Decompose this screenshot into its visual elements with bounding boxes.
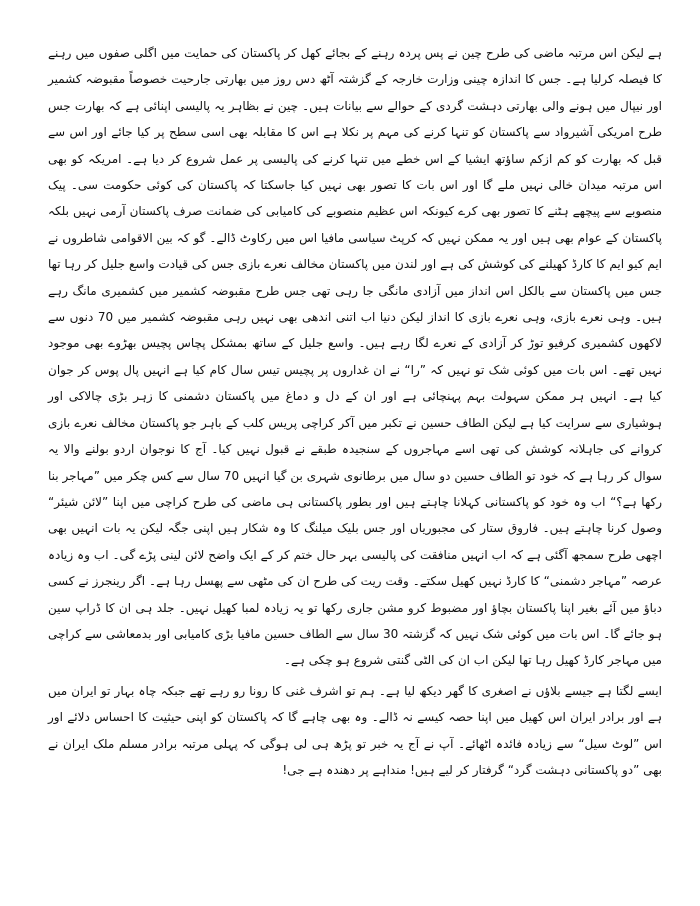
article-paragraph-1: ہے لیکن اس مرتبہ ماضی کی طرح چین نے پس پردہ رہنے کے بجائے کھل کر پاکستان کی حمایت میں اگلی صفوں میں رہنے کا فیصلہ کرلیا ہے۔ جس کا اندازہ چینی وزارت خارجہ کے گزشتہ آٹھ دس روز میں بھارتی جارحیت خصوصاً مقبوضہ کشمیر اور نیپال میں ہونے والی بھارتی دہشت گردی کے حوالے سے بیانات ہیں۔ چین نے بظاہر یہ پالیسی اپنائی ہے کہ بھارت جس طرح امریکی آشیرواد سے پاکستان کو تنہا کرنے کی مہم پر نکلا ہے اس کا مقابلہ بھی اسی سطح پر کیا جائے اور اس سے قبل کہ بھارت کو کم ازکم ساؤتھ ایشیا کے اس خطے میں تنہا کرنے کی پالیسی پر عمل شروع کر دیا ہے۔ امریکہ کو بھی اس مرتبہ میدان خالی نہیں ملے گا اور اس بات کا تصور بھی نہیں کیا جاسکتا کہ پاکستان کی کوئی حکومت سی۔ پیک منصوبے سے پیچھے ہٹنے کا تصور بھی کرے کیونکہ اس عظیم منصوبے کی کامیابی کی ضمانت صرف پاکستان آرمی نہیں بلکہ پاکستان کے عوام بھی ہیں اور یہ ممکن نہیں کہ کرپٹ سیاسی مافیا اس میں رکاوٹ ڈالے۔ گو کہ بین الاقوامی شاطروں نے ایم کیو ایم کا کارڈ کھیلنے کی کوشش کی ہے اور لندن میں پاکستان مخالف نعرے بازی جس کی قیادت واسع جلیل کر رہا تھا جس میں پاکستان سے بالکل اس انداز میں آزادی مانگی جا رہی تھی جس طرح مقبوضہ کشمیر میں کشمیری مانگ رہے ہیں۔ وہی نعرے بازی، وہی نعرے بازی کا انداز لیکن دنیا اب اتنی اندھی بھی نہیں رہی مقبوضہ کشمیر میں 70 دنوں سے لاکھوں کشمیری کرفیو توڑ کر آزادی کے نعرے لگا رہے ہیں۔ واسع جلیل کے ساتھ بمشکل پچاس پچیس بھڑوے بھی موجود نہیں تھے۔ اس بات میں کوئی شک تو نہیں کہ ”را“ نے ان غداروں پر پچیس تیس سال کام کیا ہے انہیں پال پوس کر جوان کیا ہے۔ انہیں ہر ممکن سہولت بہم پہنچائی ہے اور ان کے دل و دماغ میں پاکستان دشمنی کا زہر بڑی چالاکی اور ہوشیاری سے سرایت کیا ہے لیکن الطاف حسین نے تکبر میں آکر کراچی پریس کلب کے باہر جو پاکستان مخالف نعرے بازی کروانے کی جاہلانہ کوشش کی تھی اسے مہاجروں کے سنجیدہ طبقے نے قبول نہیں کیا۔ آج کا نوجوان اردو بولنے والا یہ سوال کر رہا ہے کہ خود تو الطاف حسین دو سال میں برطانوی شہری بن گیا انہیں 70 سال سے کس چکر میں ”مہاجر بنا رکھا ہے؟“ اب وہ خود کو پاکستانی کہلانا چاہتے ہیں اور بطور پاکستانی ہی ماضی کی طرح کراچی میں اپنا ”لائن شیئر“ وصول کرنا چاہتے ہیں۔ فاروق ستار کی مجبوریاں اور جس بلیک میلنگ کا وہ شکار ہیں اپنی جگہ لیکن یہ بات انہیں بھی اچھی طرح سمجھ آگئی ہے کہ اب انہیں منافقت کی پالیسی بہر حال ختم کر کے ایک واضح لائن لینی پڑے گی۔ اب وہ زیادہ عرصہ ”مہاجر دشمنی“ کا کارڈ نہیں کھیل سکتے۔ وقت ریت کی طرح ان کی مٹھی سے پھسل رہا ہے۔ اگر رینجرز نے کسی دباؤ میں آئے بغیر اپنا پاکستان بچاؤ اور مضبوط کرو مشن جاری رکھا تو یہ زیادہ لمبا کھیل نہیں۔ جلد ہی ان کا ڈراپ سین ہو جائے گا۔ اس بات میں کوئی شک نہیں کہ گزشتہ 30 سال سے الطاف حسین مافیا بڑی کامیابی اور بدمعاشی سے کراچی میں مہاجر کارڈ کھیل رہا تھا لیکن اب ان کی الٹی گنتی شروع ہو چکی ہے۔ [48,46,662,668]
article-paragraph-2: ایسے لگتا ہے جیسے بلاؤں نے اصغری کا گھر دیکھ لیا ہے۔ ہم تو اشرف غنی کا رونا رو رہے تھے جبکہ چاہ بہار تو ایران میں ہے اور برادر ایران اس کھیل میں اپنا حصہ کیسے نہ ڈالے۔ وہ بھی چاہے گا کہ پاکستان کو اپنی حیثیت کا احساس دلائے اور اس ”لوٹ سیل“ سے زیادہ فائدہ اٹھائے۔ آپ نے آج یہ خبر تو پڑھ ہی لی ہوگی کہ پہلی مرتبہ برادر مسلم ملک ایران نے بھی ”دو پاکستانی دہشت گرد“ گرفتار کر لیے ہیں! منداہے پر دھندہ ہے جی! [48,683,662,777]
article-page [48,40,662,783]
